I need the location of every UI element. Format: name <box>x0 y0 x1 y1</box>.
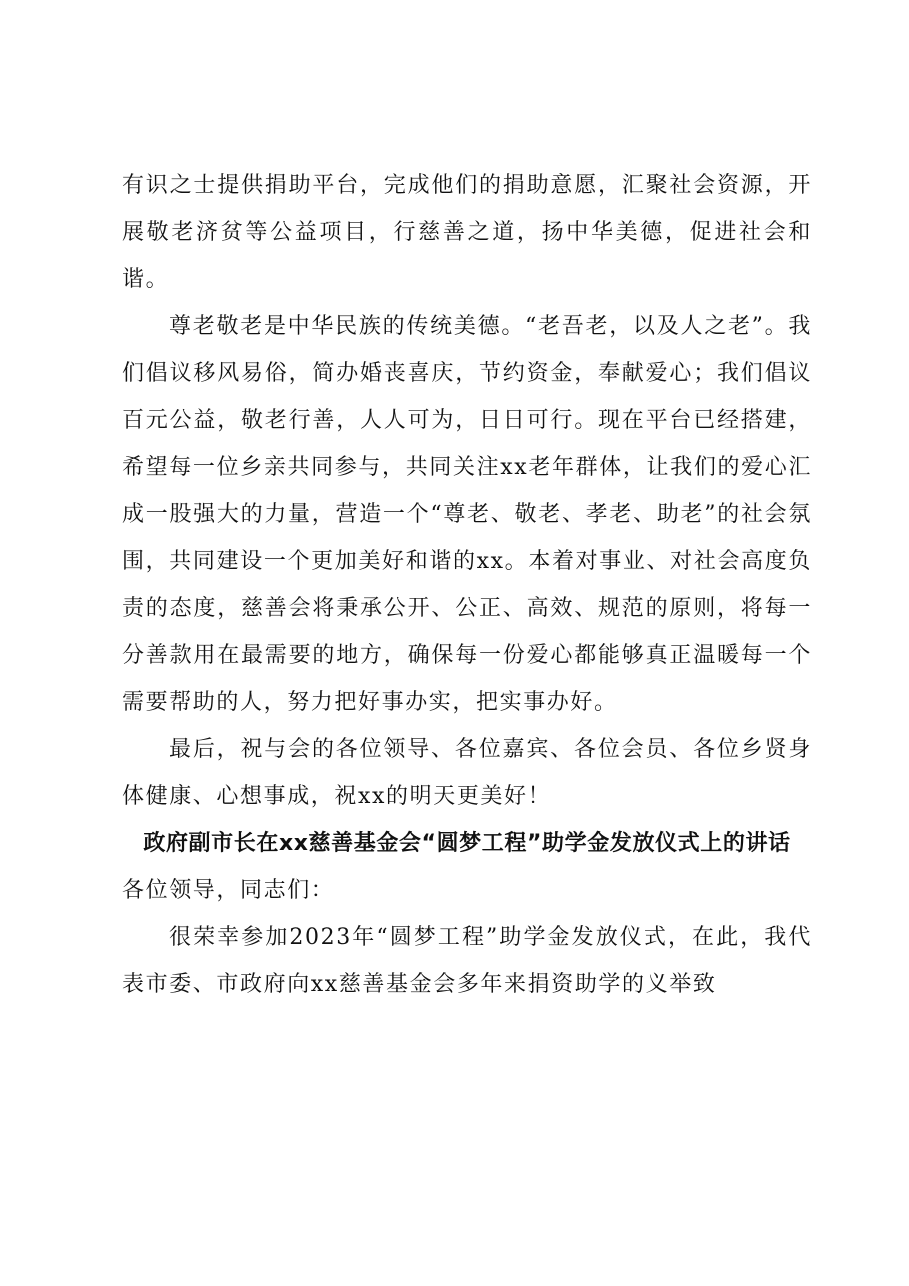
paragraph-opening-remarks: 很荣幸参加2023年“圆梦工程”助学金发放仪式，在此，我代表市委、市政府向xx慈善基金会多年来捐资助学的义举致 <box>122 925 812 997</box>
paragraph-respect-elders: 尊老敬老是中华民族的传统美德。“老吾老，以及人之老”。我们倡议移风易俗，简办婚丧喜庆，节约资金，奉献爱心；我们倡议百元公益，敬老行善，人人可为，日日可行。现在平台已经搭建，希望每一位乡亲共同参与，共同关注xx老年群体，让我们的爱心汇成一股强大的力量，营造一个“尊老、敬老、孝老、助老”的社会氛围，共同建设一个更加美好和谐的xx。本着对事业、对社会高度负责的态度，慈善会将秉承公开、公正、高效、规范的原则，将每一分善款用在最需要的地方，确保每一份爱心都能够真正温暖每一个需要帮助的人，努力把好事办实，把实事办好。 <box>122 314 812 715</box>
speech-title: 政府副市长在xx慈善基金会“圆梦工程”助学金发放仪式上的讲话 <box>143 831 791 856</box>
speech-salutation: 各位领导，同志们： <box>122 878 335 903</box>
document-body <box>122 162 812 1008</box>
paragraph-charity-platform: 有识之士提供捐助平台，完成他们的捐助意愿，汇聚社会资源，开展敬老济贫等公益项目，行慈善之道，扬中华美德，促进社会和谐。 <box>122 173 812 292</box>
paragraph-closing-wishes: 最后，祝与会的各位领导、各位嘉宾、各位会员、各位乡贤身体健康、心想事成，祝xx的明天更美好！ <box>122 737 812 809</box>
